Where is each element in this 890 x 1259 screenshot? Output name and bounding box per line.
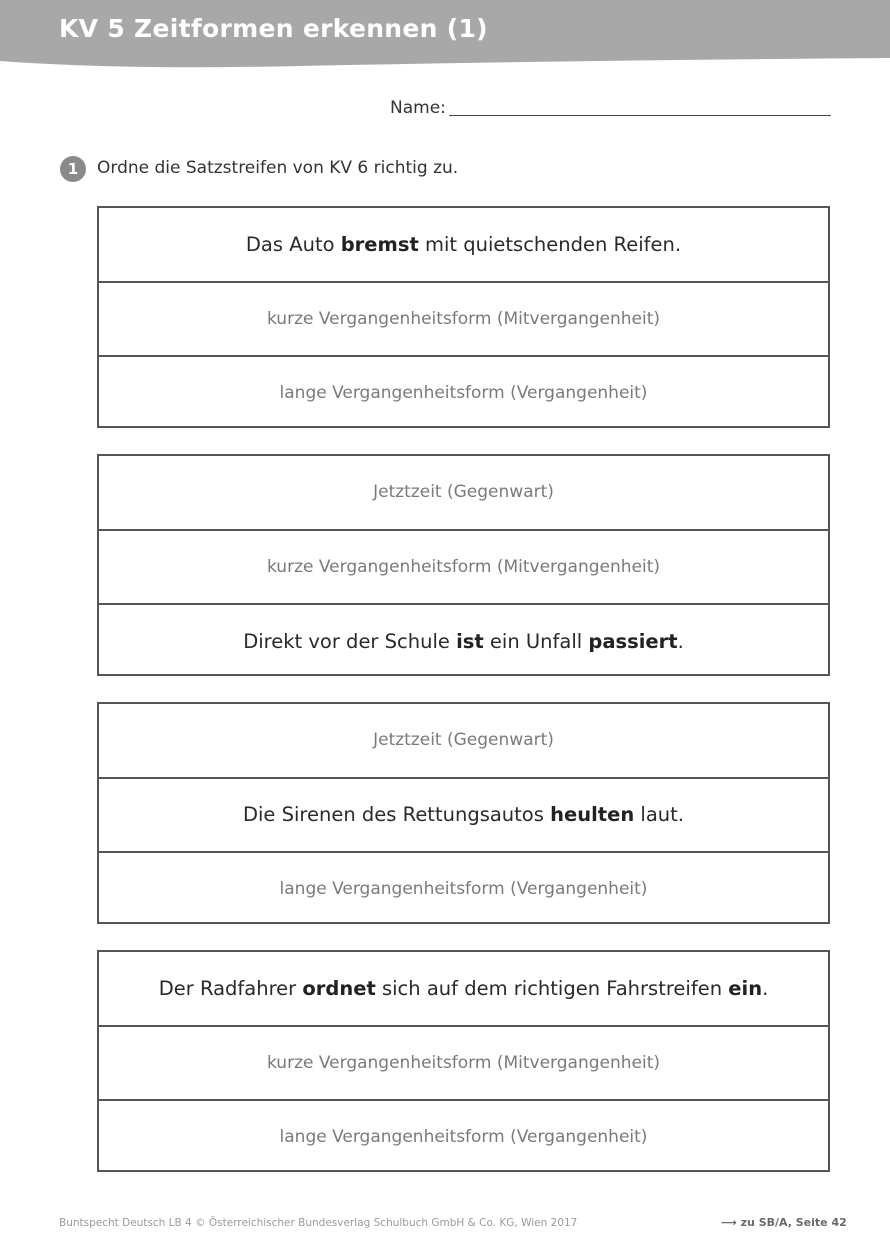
sentence-text	[246, 233, 681, 256]
header-band	[0, 0, 890, 70]
arrow-right-icon: ⟶	[721, 1216, 737, 1229]
sentence-text	[243, 803, 684, 826]
tense-label-strip[interactable]: lange Vergangenheitsform (Vergangenheit)	[279, 879, 648, 900]
verb-highlight: bremst	[340, 232, 419, 256]
sentence-part: Direkt vor der Schule	[243, 629, 457, 653]
sentence-part: laut.	[634, 803, 684, 827]
sentence-part: Der Radfahrer	[158, 976, 303, 1000]
strip-group	[97, 950, 830, 1172]
sentence-strip[interactable]	[99, 952, 828, 1027]
strip-group	[97, 702, 830, 924]
name-input-line[interactable]	[449, 115, 831, 116]
tense-label-strip[interactable]: Jetztzeit (Gegenwart)	[99, 456, 828, 531]
strip-group	[97, 454, 830, 676]
page-reference: zu SB/A, Seite 42	[740, 1216, 847, 1229]
verb-highlight: heulten	[550, 803, 635, 827]
tense-label-strip[interactable]: kurze Vergangenheitsform (Mitvergangenheit)	[99, 531, 828, 606]
strip-group	[97, 206, 830, 428]
tense-label-strip[interactable]: lange Vergangenheitsform (Vergangenheit)	[279, 383, 648, 404]
sentence-part: sich auf dem richtigen Fahrstreifen	[375, 976, 729, 1000]
verb-highlight: passiert	[588, 629, 678, 653]
sentence-part: Die Sirenen des Rettungsautos	[242, 803, 551, 827]
sentence-part: ein Unfall	[483, 629, 589, 653]
sentence-part: Das Auto	[245, 232, 341, 256]
verb-highlight: ordnet	[302, 976, 376, 1000]
tense-label-strip[interactable]: lange Vergangenheitsform (Vergangenheit)	[279, 1127, 648, 1148]
page-title: KV 5 Zeitformen erkennen (1)	[59, 14, 488, 43]
sentence-strip[interactable]	[99, 779, 828, 854]
tense-label-strip[interactable]: kurze Vergangenheitsform (Mitvergangenheit)	[99, 1027, 828, 1102]
sentence-strip[interactable]	[99, 208, 828, 283]
sentence-part: mit quietschenden Reifen.	[418, 232, 682, 256]
sentence-part: .	[762, 976, 769, 1000]
footer-reference	[721, 1216, 847, 1229]
sentence-part: .	[677, 629, 684, 653]
sentence-strip[interactable]	[99, 605, 828, 678]
sentence-text	[159, 977, 769, 1000]
name-field	[390, 98, 831, 120]
name-label: Name:	[390, 98, 446, 118]
task-text: Ordne die Satzstreifen von KV 6 richtig zu.	[97, 158, 459, 178]
sentence-text	[243, 630, 684, 653]
task-number-badge: 1	[60, 156, 86, 182]
verb-highlight: ein	[728, 976, 763, 1000]
tense-label-strip[interactable]: Jetztzeit (Gegenwart)	[99, 704, 828, 779]
tense-label-strip[interactable]: kurze Vergangenheitsform (Mitvergangenheit)	[99, 283, 828, 358]
footer-copyright: Buntspecht Deutsch LB 4 © Österreichischer Bundesverlag Schulbuch GmbH & Co. KG, Wien 2017	[59, 1217, 578, 1229]
verb-highlight: ist	[456, 629, 484, 653]
